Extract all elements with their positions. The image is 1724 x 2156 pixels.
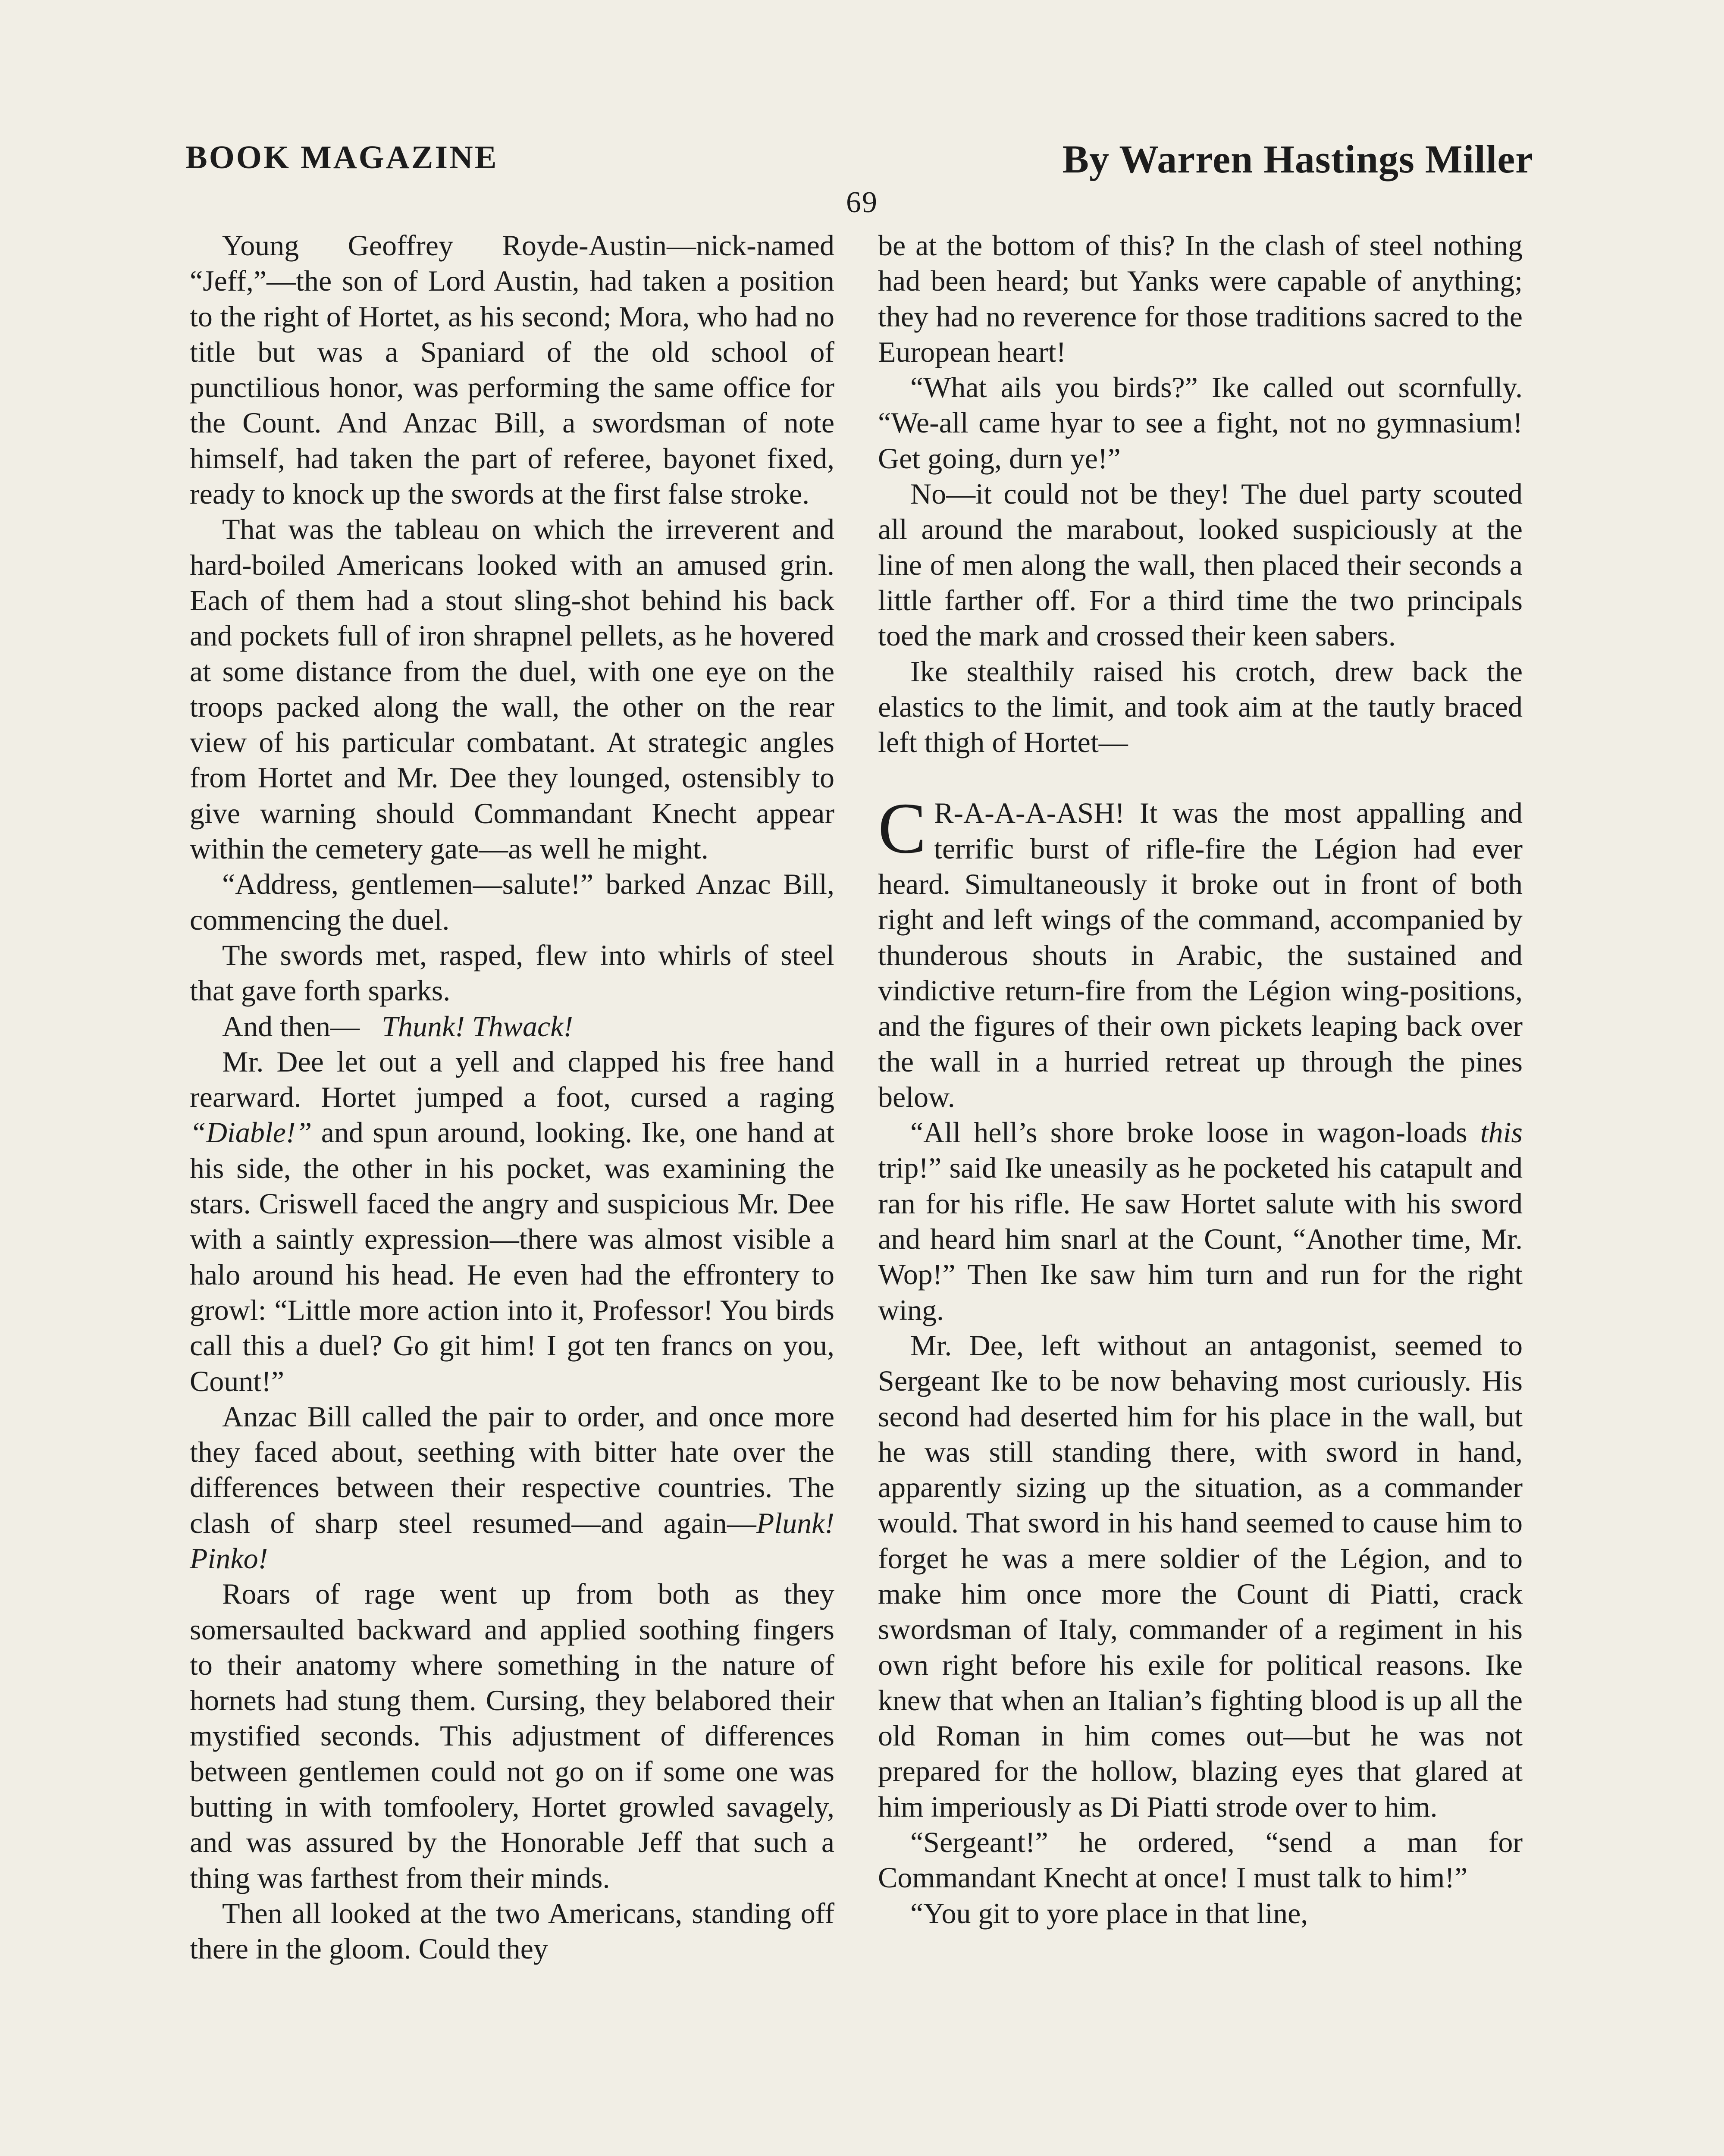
paragraph: Ike stealthily raised his crotch, drew back the elastics to the limit, and took aim at the tautly braced left thigh of Hortet— xyxy=(878,655,1523,759)
paragraph-text: Mr. Dee let out a yell and clapped his free hand rearward. Hortet jumped a foot, cursed a raging xyxy=(190,1045,834,1114)
paragraph-text: Anzac Bill called the pair to order, and once more they faced about, seething with bitter hate over the differences between their respective countries. The clash of sharp steel resumed—and again— xyxy=(190,1400,834,1539)
page-number: 69 xyxy=(846,186,878,219)
paragraph xyxy=(190,1009,834,1044)
magazine-title: BOOK MAGAZINE xyxy=(185,139,498,175)
paragraph xyxy=(878,1115,1523,1328)
paragraph: The swords met, rasped, flew into whirls of steel that gave forth sparks. xyxy=(190,938,834,1007)
paragraph: Mr. Dee, left without an antagonist, seemed to Sergeant Ike to be now behaving most curiously. His second had deserted him for his place in the wall, but he was still standing there, with sword in hand, apparently sizing up the situation, as a commander would. That sword in his hand seemed to cause him to forget he was a mere soldier of the Légion, and to make him once more the Count di Piatti, crack swordsman of Italy, commander of a regiment in his own right before his exile for political reasons. Ike knew that when an Italian’s fighting blood is up all the old Roman in him comes out—but he was not prepared for the hollow, blazing eyes that glared at him imperiously as Di Piatti strode over to him. xyxy=(878,1329,1523,1823)
paragraph: No—it could not be they! The duel party scouted all around the marabout, looked suspiciously at the line of men along the wall, then placed their seconds a little farther off. For a third time the two principals toed the mark and crossed their keen sabers. xyxy=(878,477,1523,652)
paragraph-text: And then— xyxy=(222,1009,360,1043)
italic-oath: “Diable!” xyxy=(190,1116,312,1149)
paragraph: Young Geoffrey Royde-Austin—nick-named “Jeff,”—the son of Lord Austin, had taken a position to the right of Hortet, as his second; Mora, who had no title but was a Spaniard of the old school of punctilious honor, was performing the same office for the Count. And Anzac Bill, a swordsman of note himself, had taken the part of referee, bayonet fixed, ready to knock up the swords at the first false stroke. xyxy=(190,229,834,511)
paragraph: “Sergeant!” he ordered, “send a man for Commandant Knecht at once! I must talk to him!” xyxy=(878,1826,1523,1894)
paragraph-text: trip!” said Ike uneasily as he pocketed his catapult and ran for his rifle. He saw Hortet salute with his sword and heard him snarl at the Count, “Another time, Mr. Wop!” Then Ike saw him turn and run for the right wing. xyxy=(878,1151,1523,1326)
author-byline: By Warren Hastings Miller xyxy=(1062,137,1533,181)
paragraph: That was the tableau on which the irreverent and hard-boiled Americans looked with an amused grin. Each of them had a stout sling-shot behind his back and pockets full of iron shrapnel pellets, as he hovered at some distance from the duel, with one eye on the troops packed along the wall, the other on the rear view of his particular combatant. At strategic angles from Hortet and Mr. Dee they lounged, ostensibly to give warning should Commandant Knecht appear within the cemetery gate—as well he might. xyxy=(190,513,834,865)
paragraph xyxy=(190,1044,834,1399)
paragraph: “What ails you birds?” Ike called out scornfully. “We-all came hyar to see a fight, not no gymnasium! Get going, durn ye!” xyxy=(878,371,1523,475)
left-column xyxy=(190,228,834,1967)
sound-effect: Plunk! Pinko! xyxy=(190,1506,834,1575)
drop-cap: C xyxy=(878,788,927,869)
paragraph: Roars of rage went up from both as they somersaulted backward and applied soothing fingers to their anatomy where something in the nature of hornets had stung them. Cursing, they belabored their mystified seconds. This adjustment of differences between gentlemen could not go on if some one was butting in with tomfoolery, Hortet growled savagely, and was assured by the Honorable Jeff that such a thing was farthest from their minds. xyxy=(190,1577,834,1894)
paragraph xyxy=(190,1399,834,1576)
paragraph-text: and spun around, looking. Ike, one hand at his side, the other in his pocket, was examining the stars. Criswell faced the angry and suspicious Mr. Dee with a saintly expression—there was almost visible a halo around his head. He even had the effrontery to growl: “Little more action into it, Professor! You birds call this a duel? Go git him! I got ten francs on you, Count!” xyxy=(190,1116,834,1398)
paragraph-text: “All hell’s shore broke loose in wagon-loads xyxy=(910,1116,1480,1149)
right-column xyxy=(878,228,1523,1931)
paragraph: be at the bottom of this? In the clash of steel nothing had been heard; but Yanks were capable of anything; they had no reverence for those traditions sacred to the European heart! xyxy=(878,229,1523,368)
paragraph-text: R-A-A-A-ASH! It was the most appalling and terrific burst of rifle-fire the Légion had ever heard. Simultaneously it broke out in front of both right and left wings of the command, accompanied by thunderous shouts in Arabic, the sustained and vindictive return-fire from the Légion wing-positions, and the figures of their own pickets leaping back over the wall in a hurried retreat up through the pines below. xyxy=(878,796,1523,1113)
paragraph: “You git to yore place in that line, xyxy=(910,1896,1308,1930)
paragraph: “Address, gentlemen—salute!” barked Anzac Bill, commencing the duel. xyxy=(190,868,834,936)
dropcap-paragraph xyxy=(878,788,1523,1115)
paragraph: Then all looked at the two Americans, standing off there in the gloom. Could they xyxy=(190,1896,834,1965)
italic-emphasis: this xyxy=(1480,1116,1523,1149)
sound-effect: Thunk! Thwack! xyxy=(382,1009,574,1043)
